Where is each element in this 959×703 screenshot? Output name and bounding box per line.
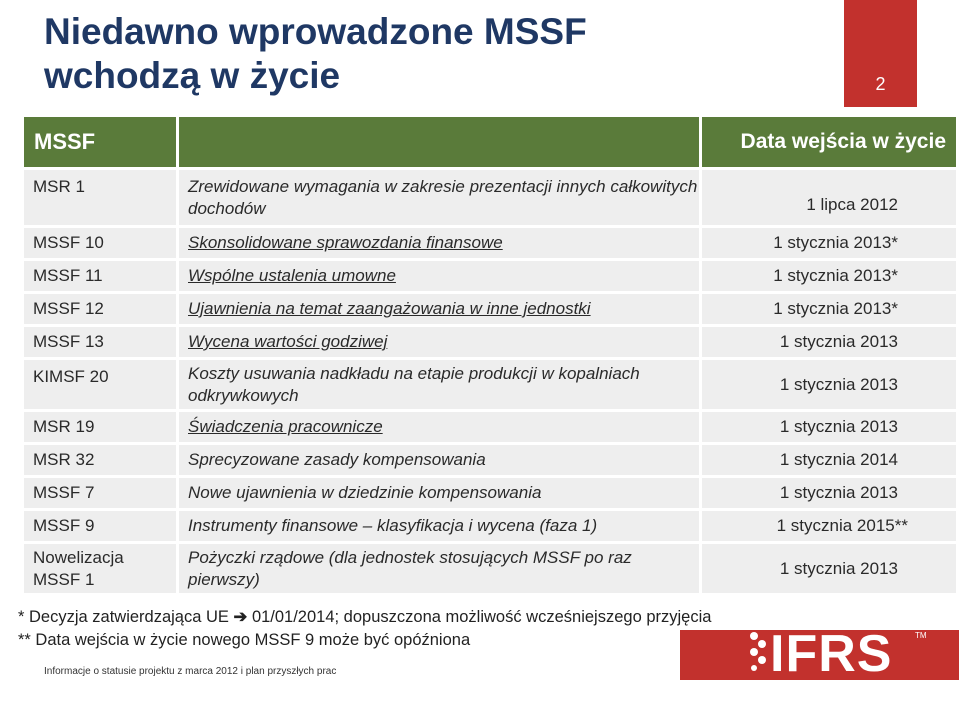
table-row <box>24 508 956 541</box>
row-code: MSSF 12 <box>24 291 179 324</box>
row-code: MSSF 7 <box>24 475 179 508</box>
header-mssf: MSSF <box>24 117 179 167</box>
row-description: Świadczenia pracownicze <box>179 409 702 442</box>
row-code: MSR 32 <box>24 442 179 475</box>
row-description: Ujawnienia na temat zaangażowania w inne jednostki <box>179 291 702 324</box>
ifrs-logo-tm: TM <box>915 631 927 640</box>
footnote-1 <box>18 607 711 627</box>
ifrs-logo: IFRS <box>770 625 893 683</box>
row-code: KIMSF 20 <box>24 357 179 409</box>
footnote-1-suffix: 01/01/2014; dopuszczona możliwość wcześniejszego przyjęcia <box>251 608 712 626</box>
row-description: Koszty usuwania nadkładu na etapie produkcji w kopalniach odkrywkowych <box>179 357 702 409</box>
row-date: 1 stycznia 2013 <box>702 409 956 442</box>
slide-footer: Informacje o statusie projektu z marca 2012 i plan przyszłych prac <box>44 666 337 677</box>
page-title <box>44 10 804 98</box>
ifrs-mark-icon <box>748 628 768 672</box>
row-description: Instrumenty finansowe – klasyfikacja i wycena (faza 1) <box>179 508 702 541</box>
row-code: MSR 1 <box>24 167 179 225</box>
row-code <box>24 541 179 593</box>
table-row <box>24 324 956 357</box>
page-number-box <box>844 0 917 107</box>
row-description: Skonsolidowane sprawozdania finansowe <box>179 225 702 258</box>
row-date: 1 stycznia 2013 <box>702 475 956 508</box>
table-row <box>24 357 956 409</box>
row-code: MSSF 10 <box>24 225 179 258</box>
row-code: MSSF 13 <box>24 324 179 357</box>
row-code-line-1: Nowelizacja <box>33 547 124 567</box>
row-description: Nowe ujawnienia w dziedzinie kompensowania <box>179 475 702 508</box>
row-date: 1 stycznia 2013 <box>702 541 956 593</box>
footnote-2: ** Data wejścia w życie nowego MSSF 9 może być opóźniona <box>18 631 471 649</box>
table-row <box>24 225 956 258</box>
row-description: Zrewidowane wymagania w zakresie prezentacji innych całkowitych dochodów <box>179 167 702 225</box>
standards-table <box>24 117 956 593</box>
table-row <box>24 541 956 593</box>
row-date: 1 lipca 2012 <box>702 167 956 225</box>
row-date: 1 stycznia 2013 <box>702 357 956 409</box>
page-number: 2 <box>875 74 886 94</box>
row-code: MSSF 11 <box>24 258 179 291</box>
row-description: Wycena wartości godziwej <box>179 324 702 357</box>
arrow-right-icon: ➔ <box>233 608 248 626</box>
table-row <box>24 291 956 324</box>
title-line-1: Niedawno wprowadzone MSSF <box>44 11 587 52</box>
footnote-1-prefix: * Decyzja zatwierdzająca UE <box>18 608 229 626</box>
row-date: 1 stycznia 2015** <box>702 508 956 541</box>
row-description: Pożyczki rządowe (dla jednostek stosujących MSSF po raz pierwszy) <box>179 541 702 593</box>
row-code: MSSF 9 <box>24 508 179 541</box>
header-effective-date: Data wejścia w życie <box>702 117 956 167</box>
row-date: 1 stycznia 2013* <box>702 291 956 324</box>
row-description: Wspólne ustalenia umowne <box>179 258 702 291</box>
table-row <box>24 409 956 442</box>
table-row <box>24 475 956 508</box>
table-header-row <box>24 117 956 167</box>
row-date: 1 stycznia 2013* <box>702 258 956 291</box>
row-date: 1 stycznia 2014 <box>702 442 956 475</box>
table-row <box>24 167 956 225</box>
row-description: Sprecyzowane zasady kompensowania <box>179 442 702 475</box>
header-description <box>179 117 702 167</box>
row-date: 1 stycznia 2013 <box>702 324 956 357</box>
row-date: 1 stycznia 2013* <box>702 225 956 258</box>
row-code-line-2: MSSF 1 <box>33 569 95 589</box>
row-code: MSR 19 <box>24 409 179 442</box>
title-line-2: wchodzą w życie <box>44 55 341 96</box>
table-row <box>24 442 956 475</box>
table-row <box>24 258 956 291</box>
